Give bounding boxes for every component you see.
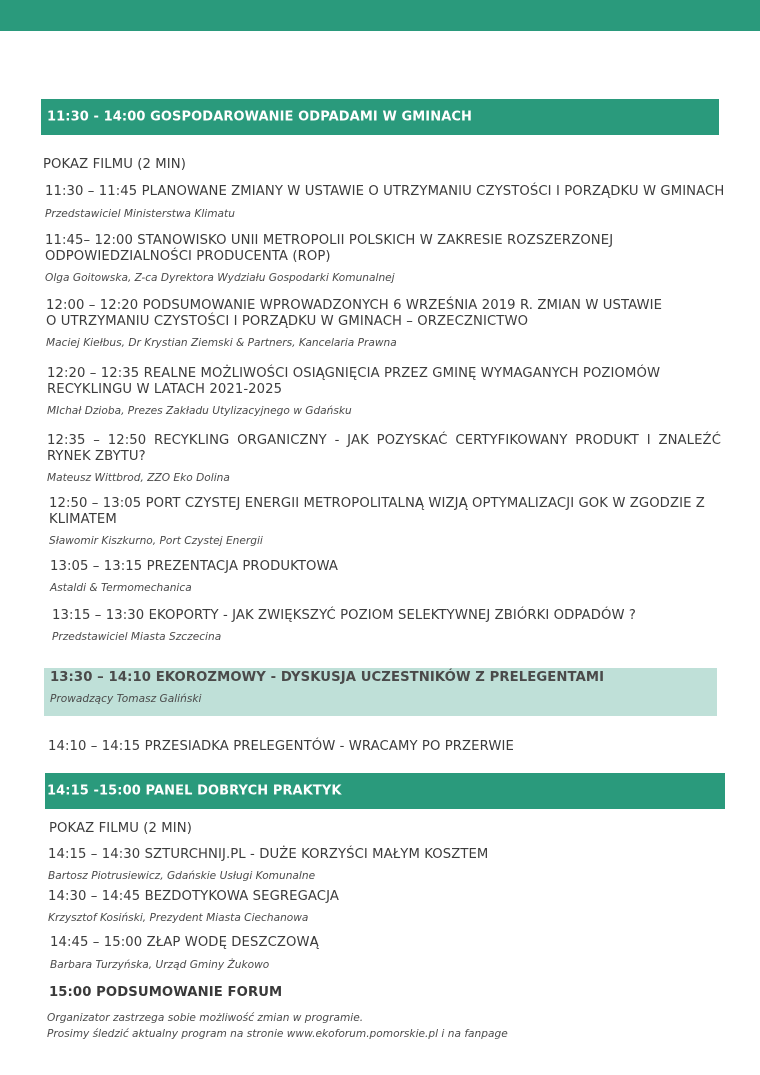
film-screening: POKAZ FILMU (2 MIN) [49, 821, 192, 836]
footer-website-note: Prosimy śledzić aktualny program na stronie www.ekoforum.pomorskie.pl i na fanpage [47, 1028, 508, 1040]
agenda-item-speaker: Bartosz Piotrusiewicz, Gdańskie Usługi Komunalne [48, 870, 316, 882]
agenda-item-speaker: Barbara Turzyńska, Urząd Gminy Żukowo [50, 959, 270, 971]
agenda-item-speaker: Maciej Kiełbus, Dr Krystian Ziemski & Partners, Kancelaria Prawna [46, 337, 397, 349]
agenda-item-speaker: Mateusz Wittbrod, ZZO Eko Dolina [47, 472, 230, 484]
section-header-good-practices [45, 773, 725, 809]
agenda-item-speaker: Olga Goitowska, Z-ca Dyrektora Wydziału Gospodarki Komunalnej [45, 272, 395, 284]
agenda-item-title: 11:30 – 11:45 PLANOWANE ZMIANY W USTAWIE O UTRZYMANIU CZYSTOŚCI I PORZĄDKU W GMINACH [45, 184, 725, 199]
agenda-item-title: 13:05 – 13:15 PREZENTACJA PRODUKTOWA [50, 559, 339, 574]
top-accent-bar [0, 0, 760, 31]
agenda-item-speaker: Astaldi & Termomechanica [50, 582, 192, 594]
agenda-item-title: 11:45– 12:00 STANOWISKO UNII METROPOLII POLSKICH W ZAKRESIE ROZSZERZONEJ ODPOWIEDZIALNOŚCI PRODUCENTA (ROP) [45, 233, 614, 264]
agenda-item-title: 12:35 – 12:50 RECYKLING ORGANICZNY - JAK POZYSKAĆ CERTYFIKOWANY PRODUKT I ZNALEŹĆ RYNEK ZBYTU? [47, 433, 721, 464]
agenda-item-title: 12:20 – 12:35 REALNE MOŻLIWOŚCI OSIĄGNIĘCIA PRZEZ GMINĘ WYMAGANYCH POZIOMÓW RECYKLINGU W LATACH 2021-2025 [47, 366, 661, 397]
closing-summary: 15:00 PODSUMOWANIE FORUM [49, 985, 283, 1000]
section-header-waste-management [41, 99, 719, 135]
section-header-label: 11:30 - 14:00 GOSPODAROWANIE ODPADAMI W GMINACH [47, 109, 473, 125]
agenda-item-title: 14:45 – 15:00 ZŁAP WODĘ DESZCZOWĄ [50, 935, 319, 950]
agenda-item-title: 12:00 – 12:20 PODSUMOWANIE WPROWADZONYCH 6 WRZEŚNIA 2019 R. ZMIAN W USTAWIE O UTRZYMANIU CZYSTOŚCI I PORZĄDKU W GMINACH – ORZECZNICTWO [46, 298, 663, 329]
debate-moderator: Prowadzący Tomasz Galiński [50, 693, 202, 705]
break-notice: 14:10 – 14:15 PRZESIADKA PRELEGENTÓW - WRACAMY PO PRZERWIE [48, 739, 514, 754]
agenda-item-title: 14:30 – 14:45 BEZDOTYKOWA SEGREGACJA [48, 889, 339, 904]
footer-disclaimer: Organizator zastrzega sobie możliwość zmian w programie. [47, 1012, 364, 1024]
agenda-item-speaker: Krzysztof Kosiński, Prezydent Miasta Ciechanowa [48, 912, 309, 924]
debate-title: 13:30 – 14:10 EKOROZMOWY - DYSKUSJA UCZESTNIKÓW Z PRELEGENTAMI [50, 670, 605, 685]
agenda-item-speaker: Przedstawiciel Miasta Szczecina [52, 631, 222, 643]
agenda-item-speaker: MIchał Dzioba, Prezes Zakładu Utylizacyjnego w Gdańsku [47, 405, 352, 417]
agenda-item-speaker: Przedstawiciel Ministerstwa Klimatu [45, 208, 235, 220]
agenda-item-title: 13:15 – 13:30 EKOPORTY - JAK ZWIĘKSZYĆ POZIOM SELEKTYWNEJ ZBIÓRKI ODPADÓW ? [52, 608, 637, 623]
film-screening: POKAZ FILMU (2 MIN) [43, 157, 186, 172]
agenda-item-speaker: Sławomir Kiszkurno, Port Czystej Energii [49, 535, 263, 547]
agenda-item-title: 14:15 – 14:30 SZTURCHNIJ.PL - DUŻE KORZYŚCI MAŁYM KOSZTEM [48, 847, 489, 862]
section-header-label: 14:15 -15:00 PANEL DOBRYCH PRAKTYK [47, 783, 342, 799]
agenda-item-title: 12:50 – 13:05 PORT CZYSTEJ ENERGII METROPOLITALNĄ WIZJĄ OPTYMALIZACJI GOK W ZGODZIE Z KLIMATEM [49, 496, 705, 527]
